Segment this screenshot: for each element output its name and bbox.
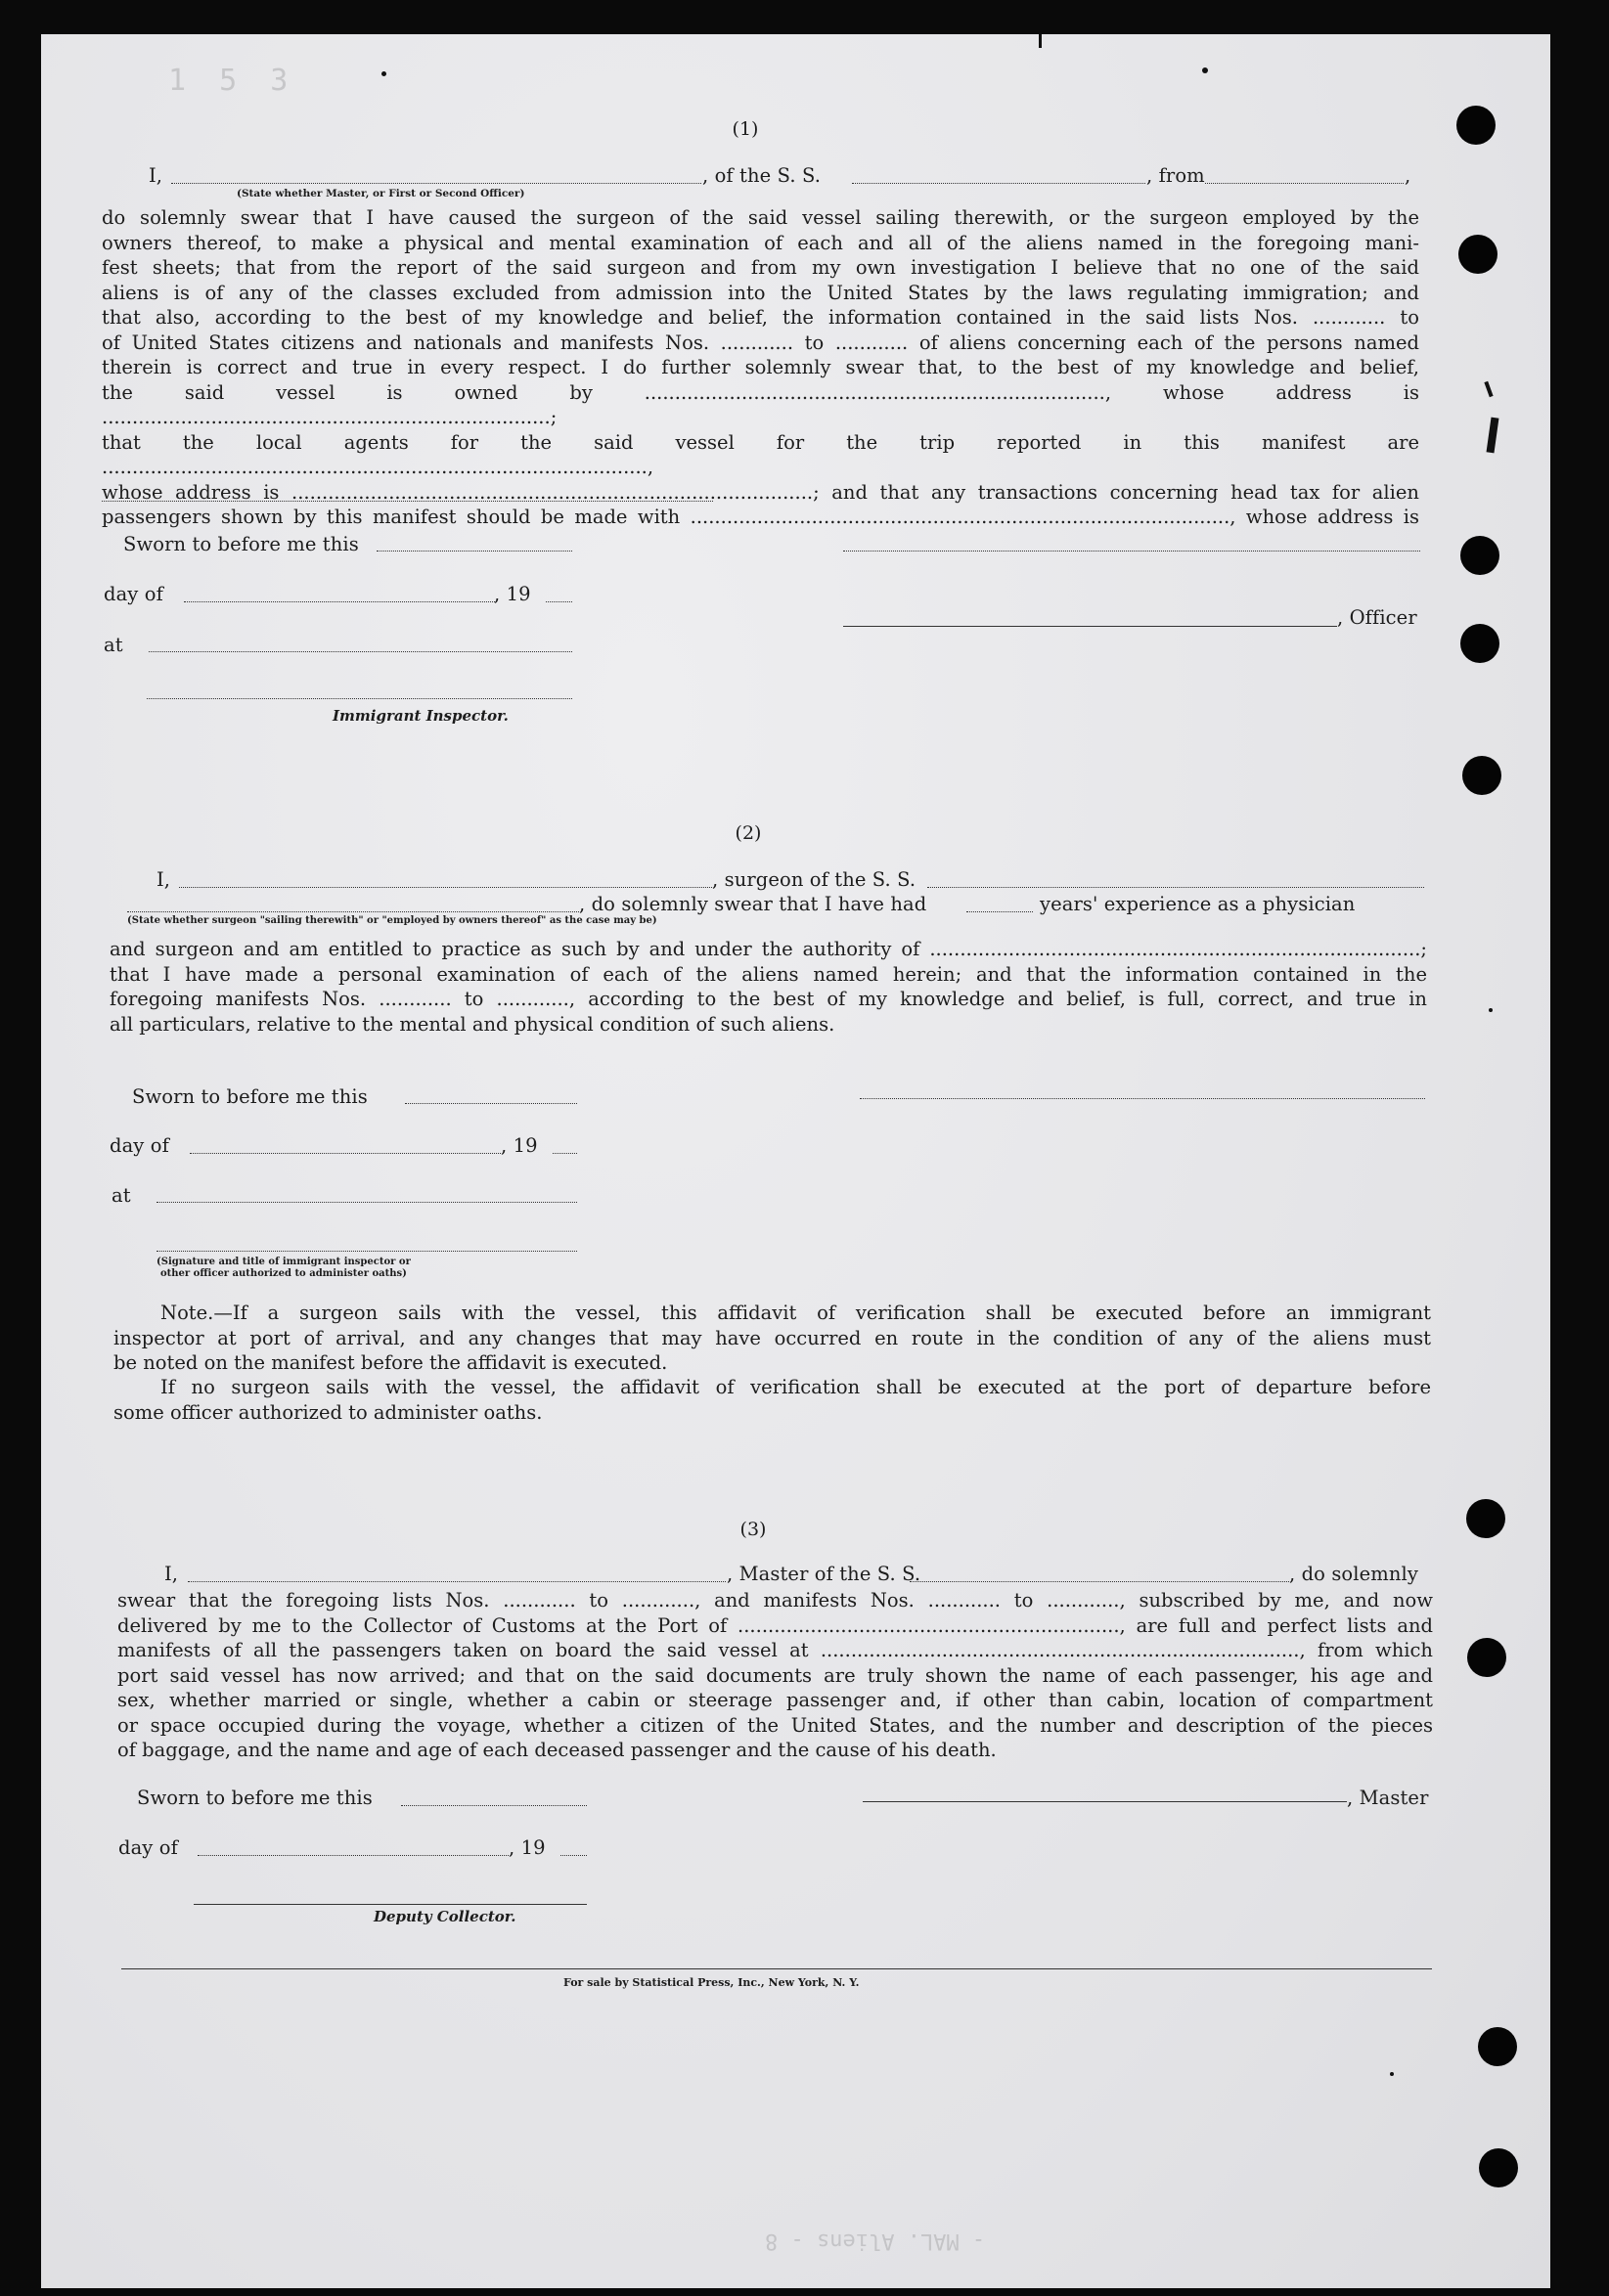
master-label: , Master xyxy=(1347,1787,1429,1809)
surgeon-vessel-field[interactable] xyxy=(927,887,1424,888)
body-line: foregoing manifests Nos. ............ to ............, according to the best of my knowledge and belief, is full, correct, and true in xyxy=(110,988,1427,1010)
punch-hole xyxy=(1460,624,1499,663)
year-field[interactable] xyxy=(560,1855,587,1856)
signature-field[interactable] xyxy=(843,551,1420,552)
signer-note-line-2: other officer authorized to administer oaths) xyxy=(160,1268,407,1279)
signer-note-line-1: (Signature and title of immigrant inspector or xyxy=(156,1257,411,1267)
at-label: at xyxy=(104,634,123,656)
surgeon-of-ss-label: , surgeon of the S. S. xyxy=(712,868,916,891)
master-signature-line[interactable] xyxy=(863,1801,1347,1802)
body-line: fest sheets; that from the report of the said surgeon and from my own investigation I believe that no one of the said xyxy=(102,256,1419,279)
section-2-body xyxy=(110,937,1427,1037)
from-label: , from xyxy=(1146,164,1205,187)
master-name-field[interactable] xyxy=(188,1581,726,1582)
body-line: of United States citizens and nationals and manifests Nos. ............ to ............ of aliens concerning each of the persons named xyxy=(102,331,1419,354)
sworn-label: Sworn to before me this xyxy=(137,1787,373,1809)
section-1-heading: (1) xyxy=(732,118,759,140)
year-field[interactable] xyxy=(553,1153,577,1154)
section-1-body xyxy=(102,205,1419,530)
surgeon-type-field[interactable] xyxy=(127,911,579,912)
punch-hole xyxy=(1462,756,1501,795)
officer-name-field[interactable] xyxy=(171,183,701,184)
punch-hole xyxy=(1456,106,1496,145)
note-paragraph-1 xyxy=(113,1301,1431,1376)
sworn-date-field[interactable] xyxy=(401,1805,587,1806)
surgeon-note: (State whether surgeon "sailing therewith" or "employed by owners thereof" as the case may be) xyxy=(127,915,657,926)
day-field[interactable] xyxy=(184,601,495,602)
printer-footer: For sale by Statistical Press, Inc., New York, N. Y. xyxy=(563,1976,860,1989)
body-line: or space occupied during the voyage, whether a citizen of the United States, and the number and description of the pieces xyxy=(117,1713,1433,1737)
master-vessel-field[interactable] xyxy=(910,1581,1289,1582)
note-paragraph-2 xyxy=(113,1375,1431,1425)
body-line: passengers shown by this manifest should be made with ........................................................................................., whose address is xyxy=(102,506,1419,528)
officer-label: , Officer xyxy=(1337,606,1417,629)
body-line: do solemnly swear that I have caused the surgeon of the said vessel sailing therewith, or the surgeon employed by the xyxy=(102,206,1419,229)
day-of-label: day of xyxy=(104,583,163,605)
year-label: , 19 xyxy=(509,1836,546,1859)
day-field[interactable] xyxy=(190,1153,501,1154)
body-line: and surgeon and am entitled to practice as such by and under the authority of .................................................................................; xyxy=(110,938,1427,960)
of-ss-label: , of the S. S. xyxy=(702,164,822,187)
section-2-heading: (2) xyxy=(735,822,762,844)
ink-mark xyxy=(1039,34,1042,48)
sworn-label: Sworn to before me this xyxy=(132,1085,368,1108)
body-line: that also, according to the best of my knowledge and belief, the information contained in the said lists Nos. ............ to xyxy=(102,306,1419,329)
body-line: sex, whether married or single, whether a cabin or steerage passenger and, if other than cabin, location of compartment xyxy=(117,1689,1433,1711)
sworn-date-field[interactable] xyxy=(377,551,572,552)
body-line: whose address is ......................................................................................; and that any transactions concerning head tax for alien xyxy=(102,480,1419,504)
body-line: therein is correct and true in every respect. I do further solemnly swear that, to the best of my knowledge and belief, xyxy=(102,356,1419,378)
note-line: Note.—If a surgeon sails with the vessel, this affidavit of verification shall be executed before an immigrant xyxy=(160,1302,1431,1324)
punch-hole xyxy=(1458,235,1497,274)
authorized-officer-signature-field[interactable] xyxy=(156,1251,577,1252)
ink-mark xyxy=(1489,1008,1493,1012)
bottom-stamp: - MAL. Aliens - 8 xyxy=(765,2229,986,2253)
deputy-collector-label: Deputy Collector. xyxy=(374,1908,516,1925)
body-line: owners thereof, to make a physical and mental examination of each and all of the aliens named in the foregoing mani- xyxy=(102,231,1419,254)
ink-mark xyxy=(1484,381,1493,397)
body-line: port said vessel has now arrived; and that on the said documents are truly shown the name of each passenger, his age and xyxy=(117,1663,1433,1687)
year-field[interactable] xyxy=(546,601,572,602)
body-line: manifests of all the passengers taken on board the said vessel at ..............................................................................., from which xyxy=(117,1639,1433,1661)
sworn-date-field[interactable] xyxy=(405,1103,577,1104)
surgeon-name-field[interactable] xyxy=(179,887,712,888)
surgeon-signature-field[interactable] xyxy=(860,1098,1425,1099)
section-2-i: I, xyxy=(156,868,171,891)
inspector-signature-field[interactable] xyxy=(147,698,572,699)
year-label: , 19 xyxy=(494,583,531,605)
master-of-ss-label: , Master of the S. S. xyxy=(727,1563,921,1585)
at-field[interactable] xyxy=(156,1202,577,1203)
body-line: all particulars, relative to the mental and physical condition of such aliens. xyxy=(110,1012,835,1036)
from-port-field[interactable] xyxy=(1205,183,1404,184)
ink-mark xyxy=(381,71,386,76)
line-end-comma: , xyxy=(1405,164,1411,187)
section-1-i: I, xyxy=(149,164,163,187)
at-field[interactable] xyxy=(149,651,572,652)
day-of-label: day of xyxy=(110,1134,169,1157)
body-line: delivered by me to the Collector of Customs at the Port of ..............................................................., are full and perfect lists and xyxy=(117,1613,1433,1637)
body-line: that the local agents for the said vessel for the trip reported in this manifest are .........................................................................................., xyxy=(102,430,1419,478)
years-experience-label: years' experience as a physician xyxy=(1040,893,1356,915)
punch-hole xyxy=(1466,1499,1505,1538)
deputy-collector-signature-line[interactable] xyxy=(194,1904,587,1905)
immigrant-inspector-label: Immigrant Inspector. xyxy=(333,707,509,725)
officer-note: (State whether Master, or First or Second Officer) xyxy=(237,188,525,199)
note-line: be noted on the manifest before the affidavit is executed. xyxy=(113,1351,668,1374)
do-solemnly-label: , do solemnly xyxy=(1289,1563,1418,1585)
body-line: the said vessel is owned by ............................................................................, whose address is ..........................................................................; xyxy=(102,380,1419,428)
day-field[interactable] xyxy=(198,1855,509,1856)
agent-address-field[interactable] xyxy=(102,501,713,502)
body-line: of baggage, and the name and age of each deceased passenger and the cause of his death. xyxy=(117,1739,997,1761)
body-line: that I have made a personal examination of each of the aliens named herein; and that the information contained in the xyxy=(110,962,1427,986)
footer-rule xyxy=(121,1968,1432,1969)
punch-hole xyxy=(1460,536,1499,575)
body-line: swear that the foregoing lists Nos. ............ to ............, and manifests Nos. ............ to ............, subscribed by me, and now xyxy=(117,1589,1433,1612)
officer-signature-line[interactable] xyxy=(843,626,1337,627)
section-3-body xyxy=(117,1588,1433,1763)
section-3-heading: (3) xyxy=(739,1519,767,1540)
ink-mark xyxy=(1487,418,1499,454)
corner-number: 1 5 3 xyxy=(168,64,296,98)
note-line: some officer authorized to administer oaths. xyxy=(113,1400,543,1424)
punch-hole xyxy=(1478,2027,1517,2066)
at-label: at xyxy=(112,1184,131,1207)
years-field[interactable] xyxy=(966,911,1033,912)
punch-hole xyxy=(1479,2148,1518,2187)
ink-mark xyxy=(1390,2072,1394,2076)
vessel-name-field[interactable] xyxy=(852,183,1145,184)
section-3-i: I, xyxy=(164,1563,179,1585)
year-label: , 19 xyxy=(501,1134,538,1157)
note-line: If no surgeon sails with the vessel, the affidavit of verification shall be executed at the port of departure before xyxy=(160,1376,1431,1398)
day-of-label: day of xyxy=(118,1836,178,1859)
sworn-label: Sworn to before me this xyxy=(123,533,359,555)
punch-hole xyxy=(1467,1638,1506,1677)
ink-mark xyxy=(1202,67,1208,73)
body-line: aliens is of any of the classes excluded from admission into the United States by the laws regulating immigration; and xyxy=(102,281,1419,304)
manifest-page xyxy=(41,34,1550,2288)
note-line: inspector at port of arrival, and any changes that may have occurred en route in the condition of any of the aliens must xyxy=(113,1326,1431,1349)
solemnly-swear-label: , do solemnly swear that I have had xyxy=(579,893,927,915)
